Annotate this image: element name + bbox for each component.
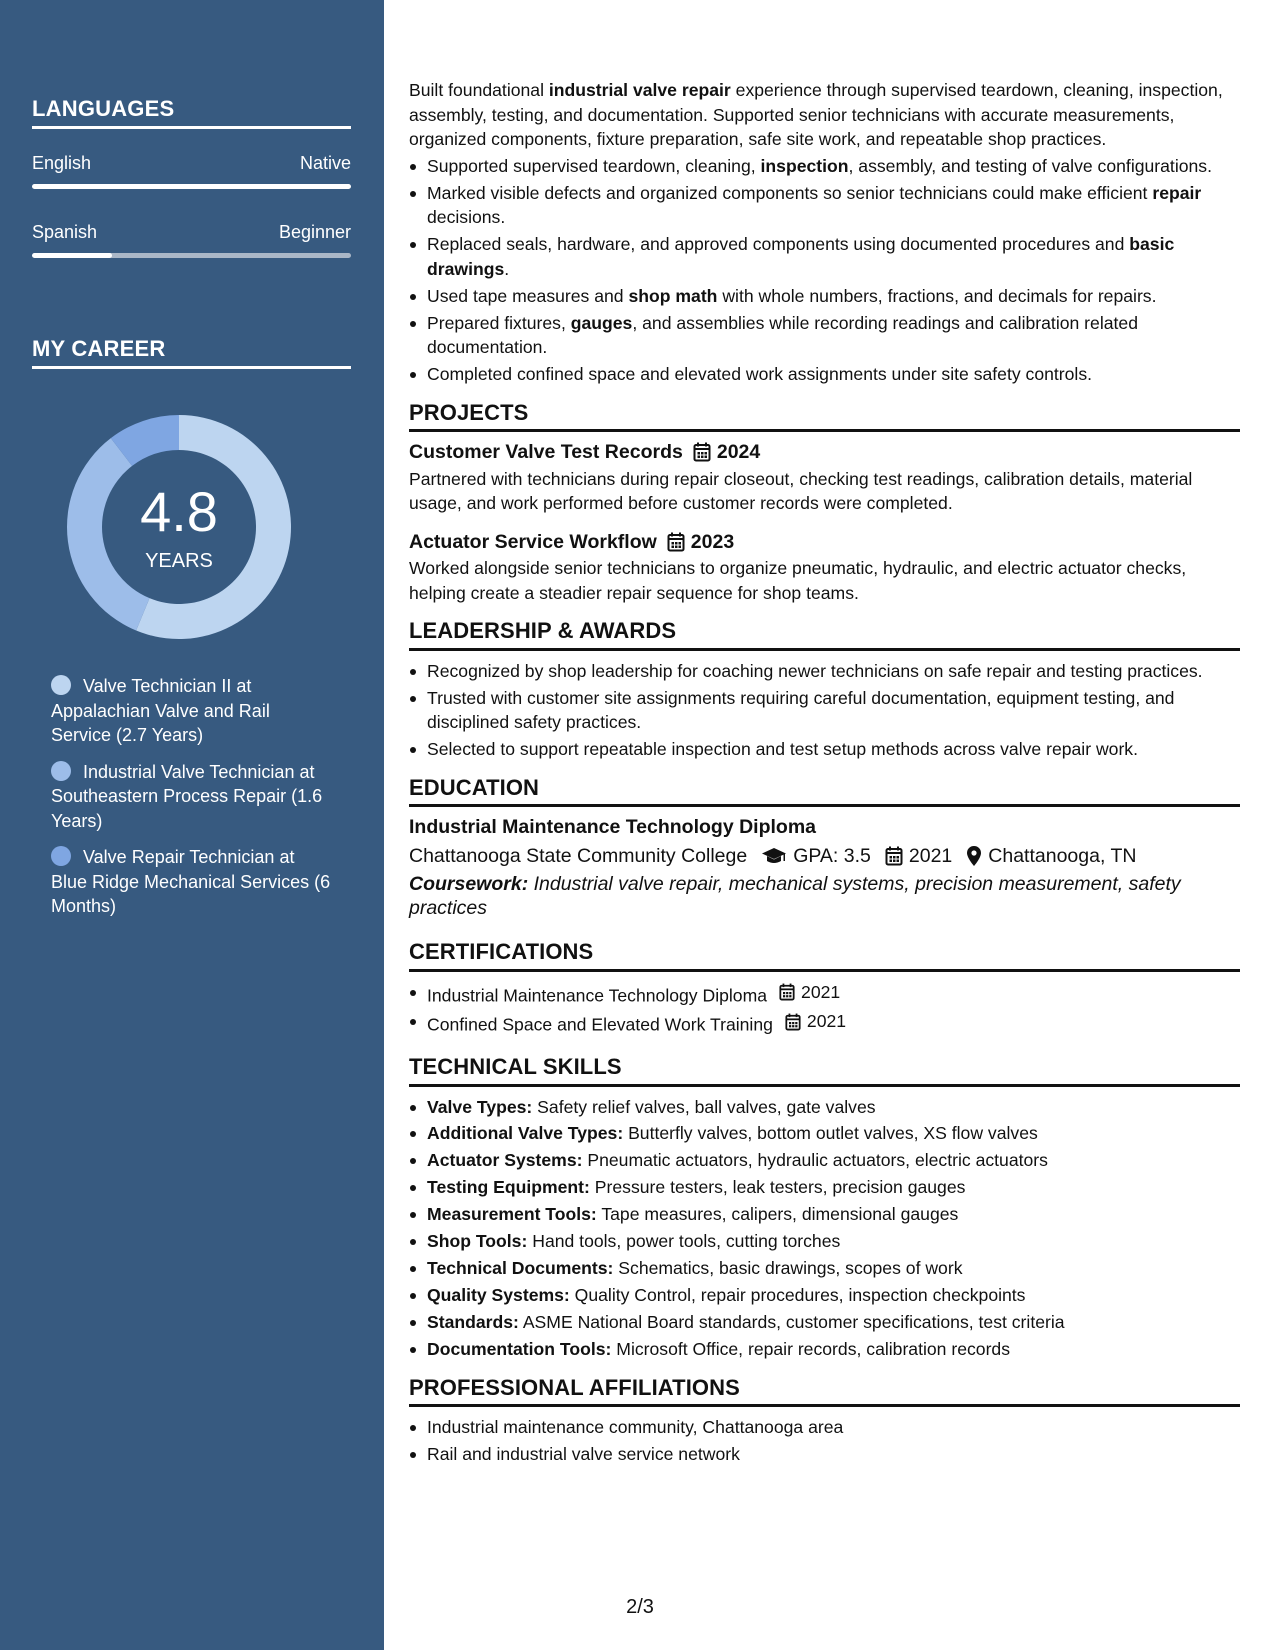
language-level: Beginner <box>278 222 351 242</box>
experience-bullet: Supported supervised teardown, cleaning, inspection, assembly, and testing of valve configurations. <box>427 154 1240 179</box>
career-total-years: 4.8 <box>140 480 218 543</box>
summary-text: experience through supervised teardown, cleaning, inspection, assembly, testing, and documentation. Supported senior technicians with accurate measurements, organized components, fixture preparation, safe site work, and repeatable shop practices. <box>409 80 1223 149</box>
education-location-seg <box>966 844 1136 869</box>
skill-item: Documentation Tools: Microsoft Office, repair records, calibration records <box>427 1337 1240 1362</box>
summary-bold: industrial valve repair <box>548 80 731 100</box>
certification-year: 2021 <box>806 1011 847 1032</box>
projects-heading: PROJECTS <box>409 401 1240 433</box>
experience-bullet: Completed confined space and elevated work assignments under site safety controls. <box>427 362 1240 387</box>
project-description: Worked alongside senior technicians to organize pneumatic, hydraulic, and electric actuator checks, helping create a steadier repair sequence for shop teams. <box>409 558 1187 603</box>
project-year: 2024 <box>716 441 761 463</box>
certification-year: 2021 <box>801 981 841 1002</box>
career-dot-icon <box>51 761 71 781</box>
project-description: Partnered with technicians during repair closeout, checking test readings, calibration details, material usage, and work performed before customer records were completed. <box>409 468 1193 513</box>
certification-date <box>779 980 840 1005</box>
leadership-item: Selected to support repeatable inspection and test setup methods across valve repair work. <box>427 737 1240 762</box>
project-header <box>409 440 1240 465</box>
education-heading: EDUCATION <box>409 776 1240 808</box>
career-item <box>51 845 331 919</box>
graduation-cap-icon <box>761 846 787 866</box>
page-number: 2/3 <box>626 1596 654 1618</box>
career-rule <box>32 366 351 369</box>
affiliation-item: Industrial maintenance community, Chattanooga area <box>427 1415 1240 1440</box>
experience-bullets <box>409 154 1240 387</box>
language-bar-spanish <box>32 253 351 258</box>
language-name: English <box>32 153 92 173</box>
language-bar-english <box>32 184 351 189</box>
education-year-seg <box>885 844 952 869</box>
experience-summary <box>409 78 1240 152</box>
language-row-english <box>32 153 351 174</box>
leadership-list <box>409 659 1240 762</box>
skill-item: Standards: ASME National Board standards, customer specifications, test criteria <box>427 1310 1240 1335</box>
career-dot-icon <box>51 846 71 866</box>
experience-bullet: Prepared fixtures, gauges, and assemblies while recording readings and calibration related documentation. <box>427 311 1240 360</box>
affiliation-item: Rail and industrial valve service network <box>427 1442 1240 1467</box>
skill-item: Shop Tools: Hand tools, power tools, cutting torches <box>427 1229 1240 1254</box>
language-bar-fill <box>32 184 351 189</box>
languages-rule <box>32 126 351 129</box>
project-name: Customer Valve Test Records <box>409 441 683 463</box>
career-title: MY CAREER <box>32 336 166 361</box>
career-list <box>51 674 331 931</box>
certification-name: Industrial Maintenance Technology Diploma <box>427 984 768 1005</box>
project-year: 2023 <box>690 530 735 553</box>
skill-item: Quality Systems: Quality Control, repair procedures, inspection checkpoints <box>427 1283 1240 1308</box>
certification-date <box>785 1009 846 1034</box>
project-date <box>667 530 734 555</box>
education-school: Chattanooga State Community College <box>409 844 748 867</box>
education-degree: Industrial Maintenance Technology Diploma <box>409 816 817 838</box>
calendar-icon <box>785 1013 801 1031</box>
coursework-text: Industrial valve repair, mechanical systems, precision measurement, safety practices <box>409 873 1181 919</box>
experience-bullet: Marked visible defects and organized components so senior technicians could make efficient repair decisions. <box>427 181 1240 230</box>
leadership-item: Recognized by shop leadership for coaching newer technicians on safe repair and testing practices. <box>427 659 1240 684</box>
career-item-text: Valve Repair Technician at Blue Ridge Mechanical Services (6 Months) <box>51 847 331 916</box>
skill-item: Testing Equipment: Pressure testers, leak testers, precision gauges <box>427 1175 1240 1200</box>
education-meta <box>409 844 1240 869</box>
language-level: Native <box>299 153 351 173</box>
education-gpa-seg <box>761 844 871 869</box>
language-name: Spanish <box>32 222 98 242</box>
career-item-text: Industrial Valve Technician at Southeastern Process Repair (1.6 Years) <box>51 761 323 831</box>
experience-bullet: Replaced seals, hardware, and approved components using documented procedures and basic drawings. <box>427 232 1240 281</box>
calendar-icon <box>667 532 685 552</box>
skill-item: Actuator Systems: Pneumatic actuators, hydraulic actuators, electric actuators <box>427 1148 1240 1173</box>
career-dot-icon <box>51 675 71 695</box>
experience-bullet: Used tape measures and shop math with whole numbers, fractions, and decimals for repairs. <box>427 284 1240 309</box>
certifications-list <box>409 980 1240 1038</box>
affiliations-list <box>409 1415 1240 1466</box>
career-total-unit: YEARS <box>145 550 213 572</box>
skill-item: Valve Types: Safety relief valves, ball valves, gate valves <box>427 1095 1240 1120</box>
project-name: Actuator Service Workflow <box>409 530 657 553</box>
certification-name: Confined Space and Elevated Work Training <box>427 1014 773 1035</box>
skills-list <box>409 1095 1240 1362</box>
language-bar-fill <box>32 253 112 258</box>
education-location: Chattanooga, TN <box>988 844 1137 867</box>
sidebar <box>0 0 384 1650</box>
certifications-heading: CERTIFICATIONS <box>409 940 1240 972</box>
language-row-spanish <box>32 222 351 243</box>
leadership-item: Trusted with customer site assignments requiring careful documentation, equipment testing, and disciplined safety practices. <box>427 686 1240 735</box>
skill-item: Technical Documents: Schematics, basic drawings, scopes of work <box>427 1256 1240 1281</box>
main-content <box>409 78 1240 1468</box>
skills-heading: TECHNICAL SKILLS <box>409 1055 1240 1087</box>
calendar-icon <box>779 983 795 1001</box>
project-date <box>693 440 760 465</box>
career-item-text: Valve Technician II at Appalachian Valve and Rail Service (2.7 Years) <box>51 676 270 745</box>
career-item <box>51 674 331 748</box>
education-school-seg <box>409 844 747 869</box>
location-pin-icon <box>966 845 982 867</box>
education-coursework <box>409 872 1240 920</box>
project-header <box>409 530 1240 555</box>
leadership-heading: LEADERSHIP & AWARDS <box>409 619 1240 651</box>
languages-title: LANGUAGES <box>32 96 175 121</box>
certification-item <box>427 980 1240 1008</box>
calendar-icon <box>885 846 903 866</box>
career-item <box>51 760 331 834</box>
education-year: 2021 <box>908 844 953 867</box>
certification-item <box>427 1009 1240 1037</box>
summary-text: Built foundational <box>409 80 549 100</box>
calendar-icon <box>693 442 711 462</box>
affiliations-heading: PROFESSIONAL AFFILIATIONS <box>409 1376 1240 1408</box>
education-gpa: GPA: 3.5 <box>793 844 871 867</box>
skill-item: Measurement Tools: Tape measures, calipers, dimensional gauges <box>427 1202 1240 1227</box>
skill-item: Additional Valve Types: Butterfly valves, bottom outlet valves, XS flow valves <box>427 1121 1240 1146</box>
coursework-label: Coursework: <box>409 873 529 895</box>
